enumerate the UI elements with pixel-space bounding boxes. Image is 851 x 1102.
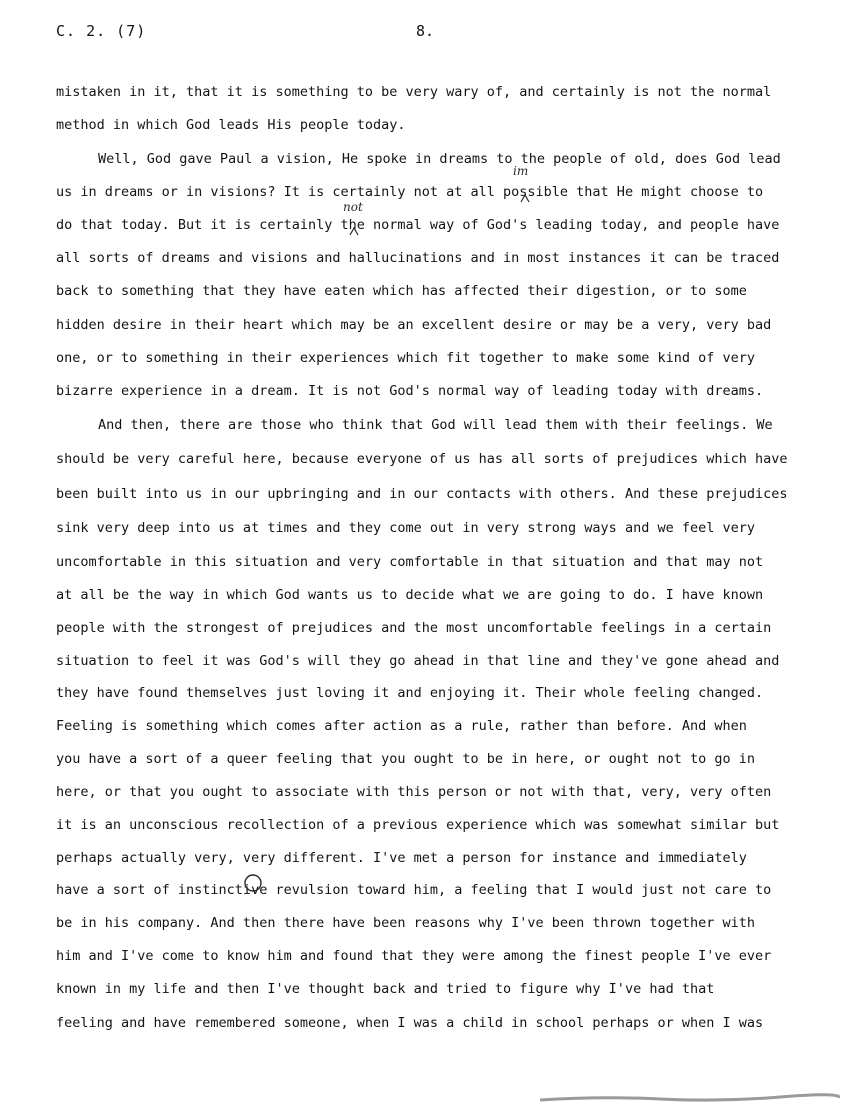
page-reference: C. 2. (7)	[56, 22, 147, 40]
scan-edge-mark	[540, 1092, 840, 1102]
text-line: sink very deep into us at times and they come out in very strong ways and we feel very	[56, 520, 755, 536]
text-line: been built into us in our upbringing and in our contacts with others. And these prejudices	[56, 486, 788, 502]
circled-correction-icon	[243, 873, 263, 893]
page-number: 8.	[416, 22, 435, 40]
text-line: Well, God gave Paul a vision, He spoke in dreams to the people of old, does God lead	[98, 151, 781, 167]
text-line: you have a sort of a queer feeling that you ought to be in here, or ought not to go in	[56, 751, 755, 767]
text-line: Feeling is something which comes after action as a rule, rather than before. And when	[56, 718, 747, 734]
text-line: mistaken in it, that it is something to be very wary of, and certainly is not the normal	[56, 84, 772, 100]
handwritten-insert-im: im	[513, 164, 529, 178]
text-line: it is an unconscious recollection of a previous experience which was somewhat similar but	[56, 817, 780, 833]
insertion-caret-icon	[349, 226, 359, 236]
text-line: do that today. But it is certainly the normal way of God's leading today, and people have	[56, 217, 780, 233]
text-line: known in my life and then I've thought back and tried to figure why I've had that	[56, 981, 715, 997]
text-line: they have found themselves just loving it and enjoying it. Their whole feeling changed.	[56, 685, 764, 701]
text-line: here, or that you ought to associate with this person or not with that, very, very often	[56, 784, 772, 800]
text-line: perhaps actually very, very different. I've met a person for instance and immediately	[56, 850, 747, 866]
text-line: him and I've come to know him and found that they were among the finest people I've ever	[56, 948, 772, 964]
text-line: method in which God leads His people today.	[56, 117, 406, 133]
handwritten-insert-not: not	[343, 200, 363, 214]
text-line: all sorts of dreams and visions and hallucinations and in most instances it can be traced	[56, 250, 780, 266]
text-line: And then, there are those who think that God will lead them with their feelings. We	[98, 417, 773, 433]
text-line: back to something that they have eaten which has affected their digestion, or to some	[56, 283, 747, 299]
text-line: situation to feel it was God's will they go ahead in that line and they've gone ahead and	[56, 653, 780, 669]
text-line: people with the strongest of prejudices and the most uncomfortable feelings in a certain	[56, 620, 772, 636]
text-line: us in dreams or in visions? It is certainly not at all possible that He might choose to	[56, 184, 764, 200]
insertion-caret-icon	[520, 193, 530, 203]
text-line: bizarre experience in a dream. It is not God's normal way of leading today with dreams.	[56, 383, 764, 399]
text-line: should be very careful here, because everyone of us has all sorts of prejudices which have	[56, 451, 788, 467]
text-line: be in his company. And then there have been reasons why I've been thrown together with	[56, 915, 755, 931]
text-line: uncomfortable in this situation and very comfortable in that situation and that may not	[56, 554, 764, 570]
text-line: at all be the way in which God wants us to decide what we are going to do. I have known	[56, 587, 764, 603]
text-line: have a sort of instinctive revulsion toward him, a feeling that I would just not care to	[56, 882, 772, 898]
text-line: feeling and have remembered someone, when I was a child in school perhaps or when I was	[56, 1015, 764, 1031]
text-line: one, or to something in their experiences which fit together to make some kind of very	[56, 350, 755, 366]
text-line: hidden desire in their heart which may be an excellent desire or may be a very, very bad	[56, 317, 772, 333]
